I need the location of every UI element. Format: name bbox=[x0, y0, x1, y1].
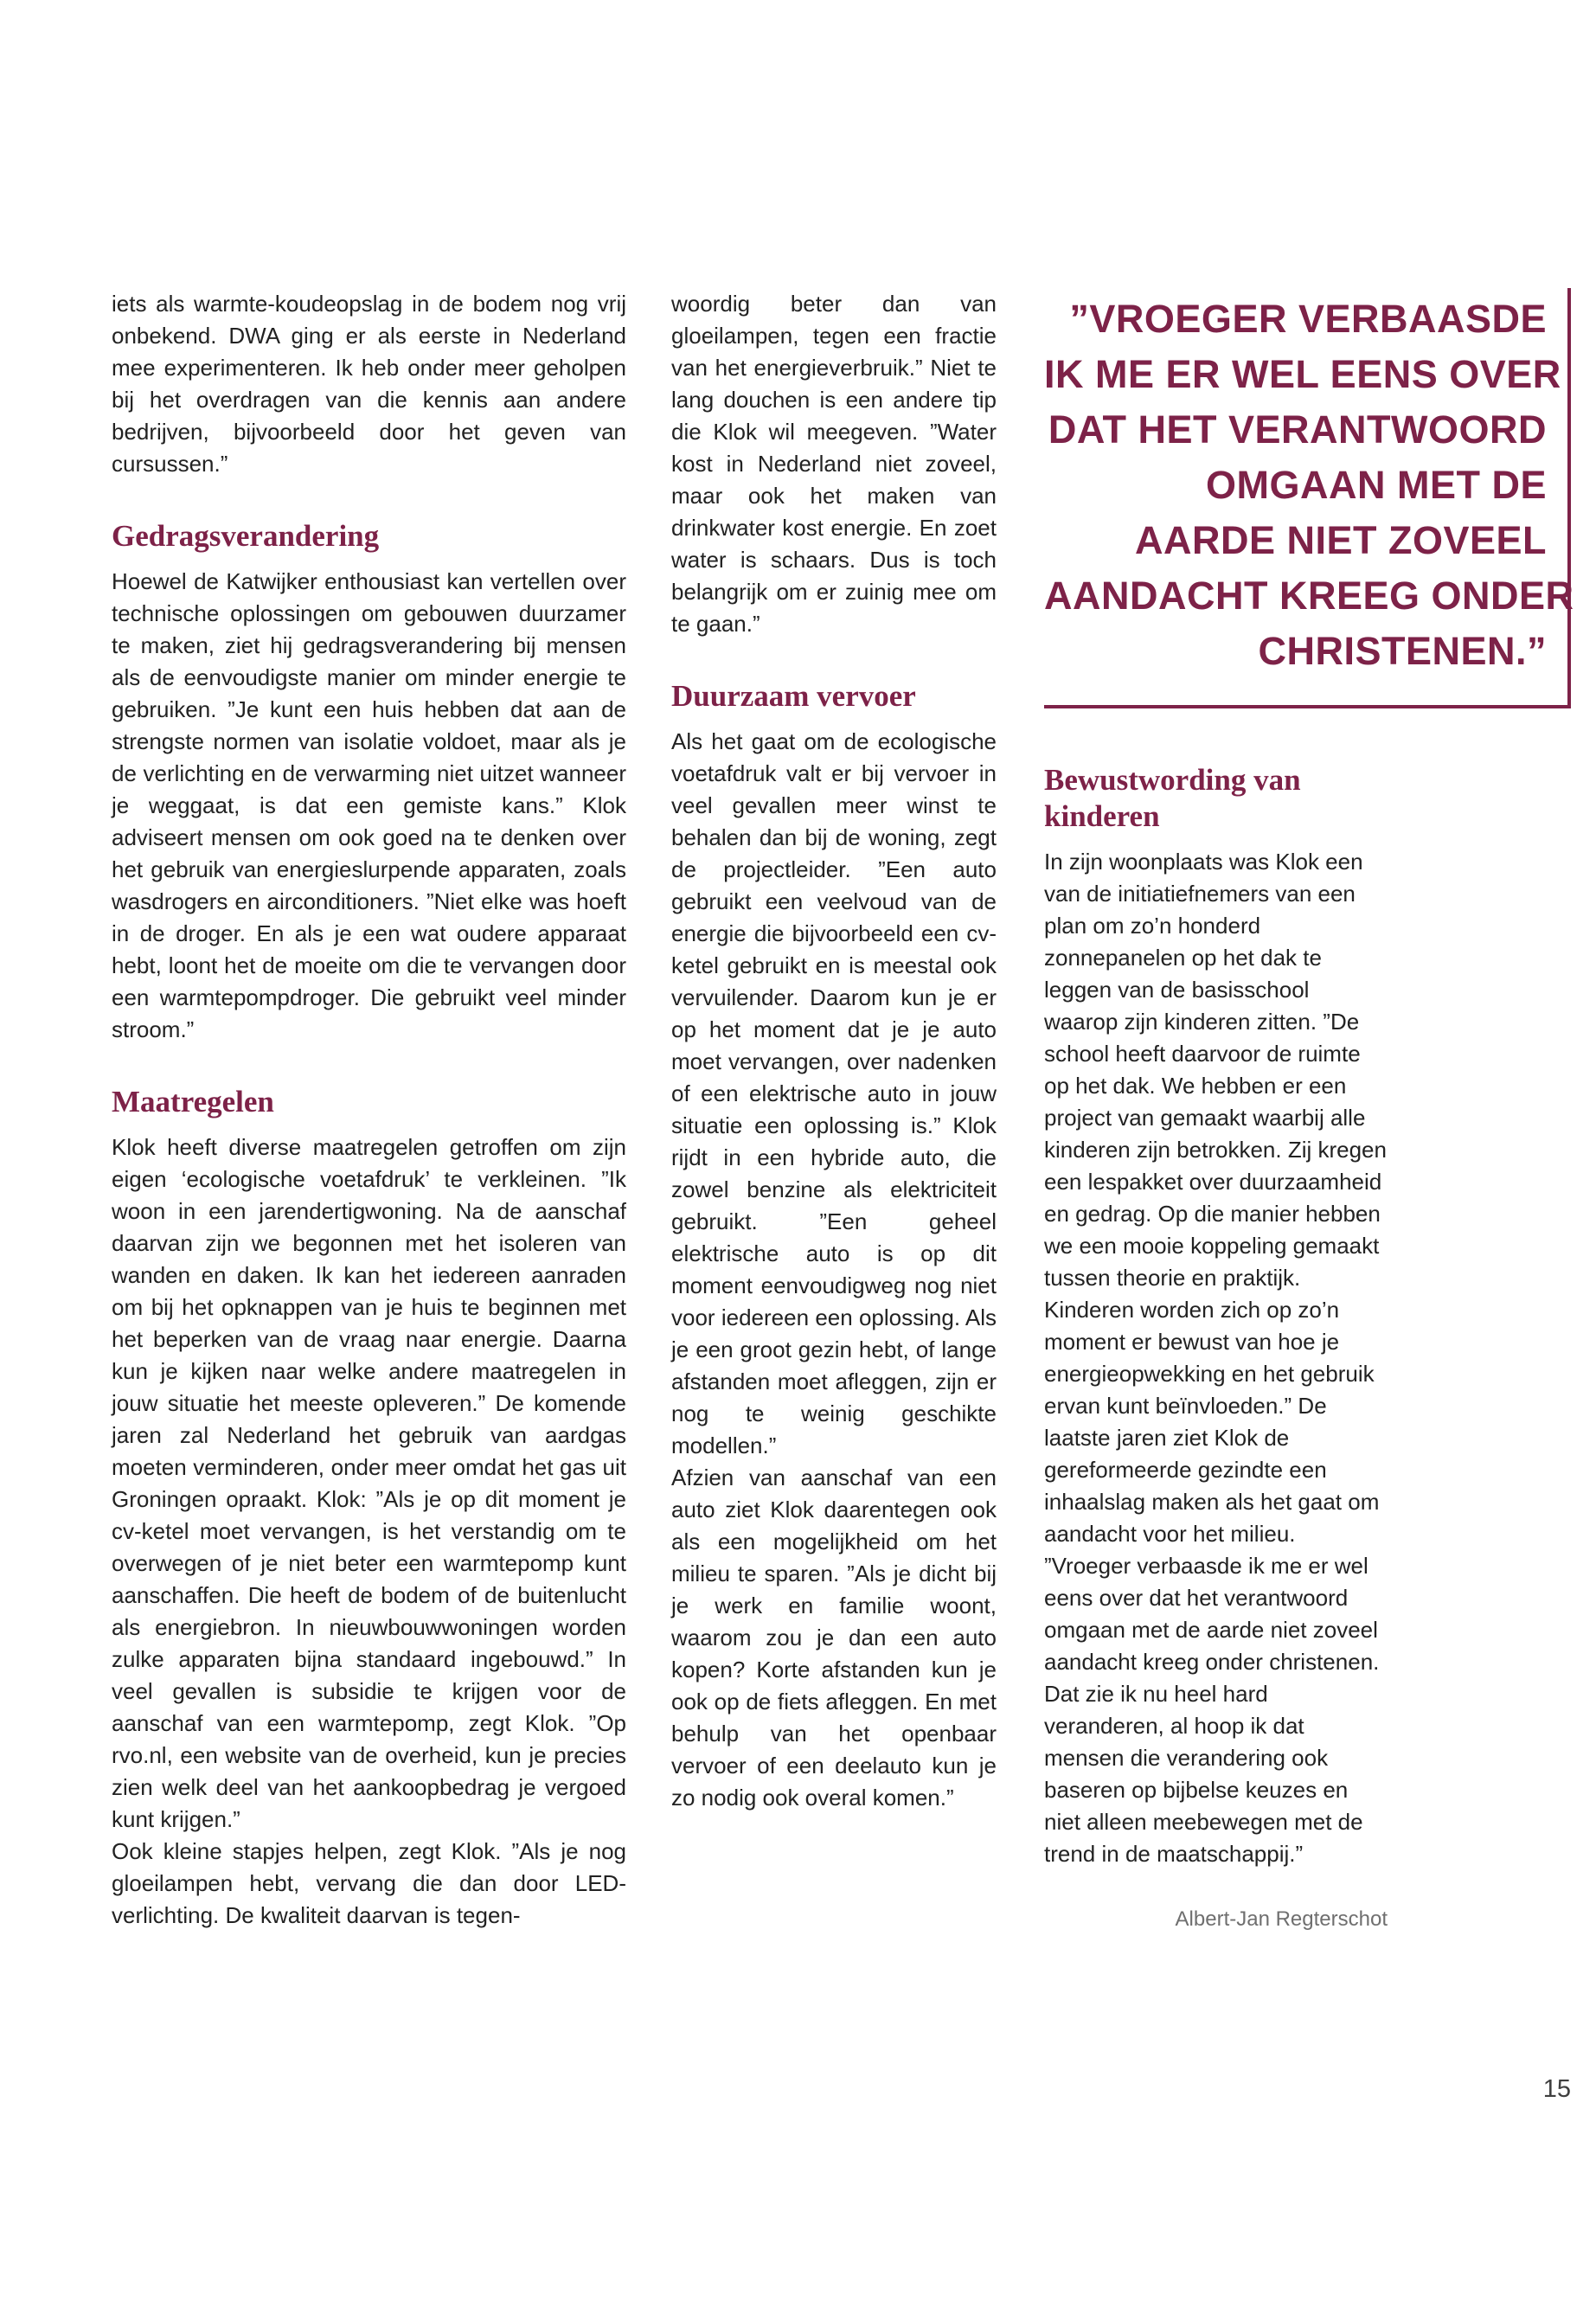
paragraph: In zijn woonplaats was Klok een van de initiatiefnemers van een plan om zo’n honderd zonnepanelen op het dak te leggen van de basisschool waarop zijn kinderen zitten. ”De school heeft daarvoor de ruimte op het dak. We hebben er een project van gemaakt waarbij alle kinderen zijn betrokken. Zij kregen een lespakket over duurzaamheid en gedrag. Op die manier hebben we een mooie koppeling gemaakt tussen theorie en praktijk. Kinderen worden zich op zo’n moment er bewust van hoe je energieopwekking en het gebruik ervan kunt beïnvloeden.” De laatste jaren ziet Klok de gereformeerde gezindte een inhaalslag maken als het gaat om aandacht voor het milieu. ”Vroeger verbaasde ik me er wel eens over dat het verantwoord omgaan met de aarde niet zoveel aandacht kreeg onder christenen. Dat zie ik nu heel hard veranderen, al hoop ik dat mensen die verandering ook baseren op bijbelse keuzes en niet alleen meebewegen met de trend in de maatschappij.” bbox=[1044, 849, 1387, 1867]
paragraph: Ook kleine stapjes helpen, zegt Klok. ”Als je nog gloeilampen hebt, vervang die dan door LED-verlichting. De kwaliteit daarvan is tegen- bbox=[112, 1838, 626, 1928]
pull-quote-line: ”VROEGER VERBAASDE bbox=[1069, 297, 1547, 341]
section-heading-maatregelen: Maatregelen bbox=[112, 1085, 274, 1118]
paragraph: Afzien van aanschaf van een auto ziet Klok daarentegen ook als een mogelijkheid om het milieu te sparen. ”Als je dicht bij je werk en familie woont, waarom zou je dan een auto kopen? Korte afstanden kun je ook op de fiets afleggen. En met behulp van het openbaar vervoer of een deelauto kun je zo nodig ook overal komen.” bbox=[671, 1465, 997, 1811]
pull-quote-line: AANDACHT KREEG ONDER bbox=[1044, 574, 1574, 618]
pull-quote bbox=[1044, 288, 1574, 708]
pull-quote-line: CHRISTENEN.” bbox=[1258, 629, 1547, 673]
page-number: 15 bbox=[1542, 2075, 1571, 2103]
paragraph: Klok heeft diverse maatregelen getroffen om zijn eigen ‘ecologische voetafdruk’ te verkleinen. ”Ik woon in een jarendertigwoning. Na de aanschaf daarvan zijn we begonnen met het isoleren van wanden en daken. Ik kan het iedereen aanraden om bij het opknappen van je huis te beginnen met het beperken van de vraag naar energie. Daarna kun je kijken naar welke andere maatregelen in jouw situatie het meeste opleveren.” De komende jaren zal Nederland het gebruik van aardgas moeten verminderen, onder meer omdat het gas uit Groningen opraakt. Klok: ”Als je op dit moment je cv-ketel moet vervangen, is het verstandig om te overwegen of je niet beter een warmtepomp kunt aanschaffen. Die heeft de bodem of de buitenlucht als energiebron. In nieuwbouwwoningen worden zulke apparaten bijna standaard ingebouwd.” In veel gevallen is subsidie te krijgen voor de aanschaf van een warmtepomp, zegt Klok. ”Op rvo.nl, een website van de overheid, kun je precies zien welk deel van het aankoopbedrag je vergoed kunt krijgen.” bbox=[112, 1134, 626, 1832]
article-body bbox=[112, 288, 1574, 1932]
section-heading-bewustwording: Bewustwording van kinderen bbox=[1044, 763, 1301, 833]
paragraph-continuation: iets als warmte-koudeopslag in de bodem nog vrij onbekend. DWA ging er als eerste in Nederland mee experimenteren. Ik heb onder meer geholpen bij het overdragen van die kennis aan andere bedrijven, bijvoorbeeld door het geven van cursussen.” bbox=[112, 291, 626, 477]
column-middle bbox=[671, 288, 997, 1814]
pull-quote-line: DAT HET VERANTWOORD bbox=[1048, 407, 1547, 452]
section-heading-duurzaam-vervoer: Duurzaam vervoer bbox=[671, 679, 916, 713]
pull-quote-line: IK ME ER WEL EENS OVER bbox=[1044, 352, 1561, 396]
paragraph: Hoewel de Katwijker enthousiast kan vertellen over technische oplossingen om gebouwen duurzamer te maken, ziet hij gedragsverandering bij mensen als de eenvoudigste manier om minder energie te gebruiken. ”Je kunt een huis hebben dat aan de strengste normen van isolatie voldoet, maar als je de verlichting en de verwarming niet uitzet wanneer je weggaat, is dat een gemiste kans.” Klok adviseert mensen om ook goed na te denken over het gebruik van energieslurpende apparaten, zoals wasdrogers en airconditioners. ”Niet elke was hoeft in de droger. En als je een wat oudere apparaat hebt, loont het de moeite om die te vervangen door een warmtepompdroger. Die gebruikt veel minder stroom.” bbox=[112, 568, 626, 1042]
column-left bbox=[112, 288, 626, 1932]
section-heading-gedragsverandering: Gedragsverandering bbox=[112, 519, 380, 553]
pull-quote-line: OMGAAN MET DE bbox=[1206, 463, 1547, 507]
column-right bbox=[1044, 288, 1574, 1932]
pull-quote-line: AARDE NIET ZOVEEL bbox=[1134, 518, 1547, 562]
column-right-text bbox=[1044, 762, 1388, 1932]
paragraph-continuation: woordig beter dan van gloeilampen, tegen een fractie van het energieverbruik.” Niet te lang douchen is een andere tip die Klok wil meegeven. ”Water kost in Nederland niet zoveel, maar ook het maken van drinkwater kost energie. En zoet water is schaars. Dus is toch belangrijk om er zuinig mee om te gaan.” bbox=[671, 291, 997, 637]
paragraph: Als het gaat om de ecologische voetafdruk valt er bij vervoer in veel gevallen meer winst te behalen dan bij de woning, zegt de projectleider. ”Een auto gebruikt een veelvoud van de energie die bijvoorbeeld een cv-ketel gebruikt en is meestal ook vervuilender. Daarom kun je er op het moment dat je je auto moet vervangen, over nadenken of een elektrische auto in jouw situatie een oplossing is.” Klok rijdt in een hybride auto, die zowel benzine als elektriciteit gebruikt. ”Een geheel elektrische auto is op dit moment eenvoudigweg nog niet voor iedereen een oplossing. Als je een groot gezin hebt, of lange afstanden moet afleggen, zijn er nog te weinig geschikte modellen.” bbox=[671, 728, 997, 1458]
author-byline: Albert-Jan Regterschot bbox=[1175, 1907, 1388, 1931]
